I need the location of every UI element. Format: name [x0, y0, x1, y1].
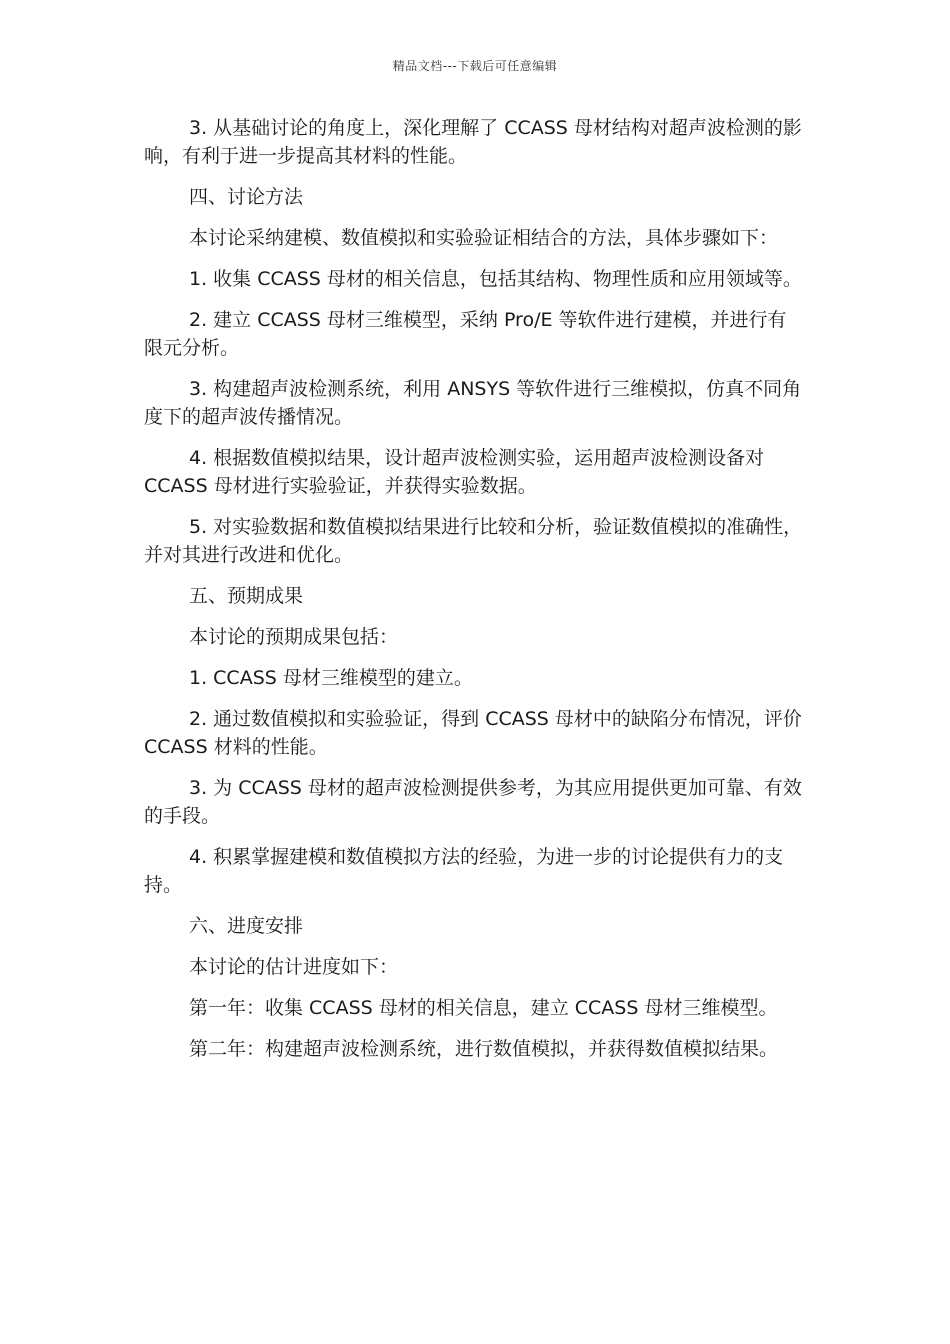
paragraph-method-step-5: 5. 对实验数据和数值模拟结果进行比较和分析，验证数值模拟的准确性，并对其进行改进和优化。 — [144, 516, 803, 566]
paragraph-outcome-4: 4. 积累掌握建模和数值模拟方法的经验，为进一步的讨论提供有力的支持。 — [144, 846, 784, 896]
paragraph-schedule-intro: 本讨论的估计进度如下： — [189, 956, 399, 978]
section-heading-methods: 四、讨论方法 — [189, 186, 304, 208]
section-heading-outcomes: 五、预期成果 — [189, 585, 304, 607]
page-header: 精品文档---下载后可任意编辑 — [392, 59, 558, 73]
section-heading-schedule: 六、进度安排 — [189, 915, 304, 937]
paragraph-method-step-2: 2. 建立 CCASS 母材三维模型，采纳 Pro/E 等软件进行建模，并进行有限元分析。 — [144, 309, 787, 359]
paragraph-conclusion-3: 3. 从基础讨论的角度上，深化理解了 CCASS 母材结构对超声波检测的影响，有利于进一步提高其材料的性能。 — [144, 117, 802, 167]
paragraph-outcome-3: 3. 为 CCASS 母材的超声波检测提供参考，为其应用提供更加可靠、有效的手段。 — [144, 777, 802, 827]
paragraph-outcome-1: 1. CCASS 母材三维模型的建立。 — [189, 667, 473, 689]
paragraph-methods-intro: 本讨论采纳建模、数值模拟和实验验证相结合的方法，具体步骤如下： — [189, 227, 779, 249]
paragraph-schedule-year-2: 第二年：构建超声波检测系统，进行数值模拟，并获得数值模拟结果。 — [189, 1038, 779, 1060]
paragraph-method-step-3: 3. 构建超声波检测系统，利用 ANSYS 等软件进行三维模拟，仿真不同角度下的超声波传播情况。 — [144, 378, 802, 428]
paragraph-method-step-1: 1. 收集 CCASS 母材的相关信息，包括其结构、物理性质和应用领域等。 — [189, 268, 802, 290]
paragraph-method-step-4: 4. 根据数值模拟结果，设计超声波检测实验，运用超声波检测设备对 CCASS 母材进行实验验证，并获得实验数据。 — [144, 447, 765, 497]
paragraph-outcome-2: 2. 通过数值模拟和实验验证，得到 CCASS 母材中的缺陷分布情况，评价 CCASS 材料的性能。 — [144, 708, 802, 758]
paragraph-outcomes-intro: 本讨论的预期成果包括： — [189, 626, 399, 648]
paragraph-schedule-year-1: 第一年：收集 CCASS 母材的相关信息，建立 CCASS 母材三维模型。 — [189, 997, 778, 1019]
document-body — [144, 114, 804, 1076]
